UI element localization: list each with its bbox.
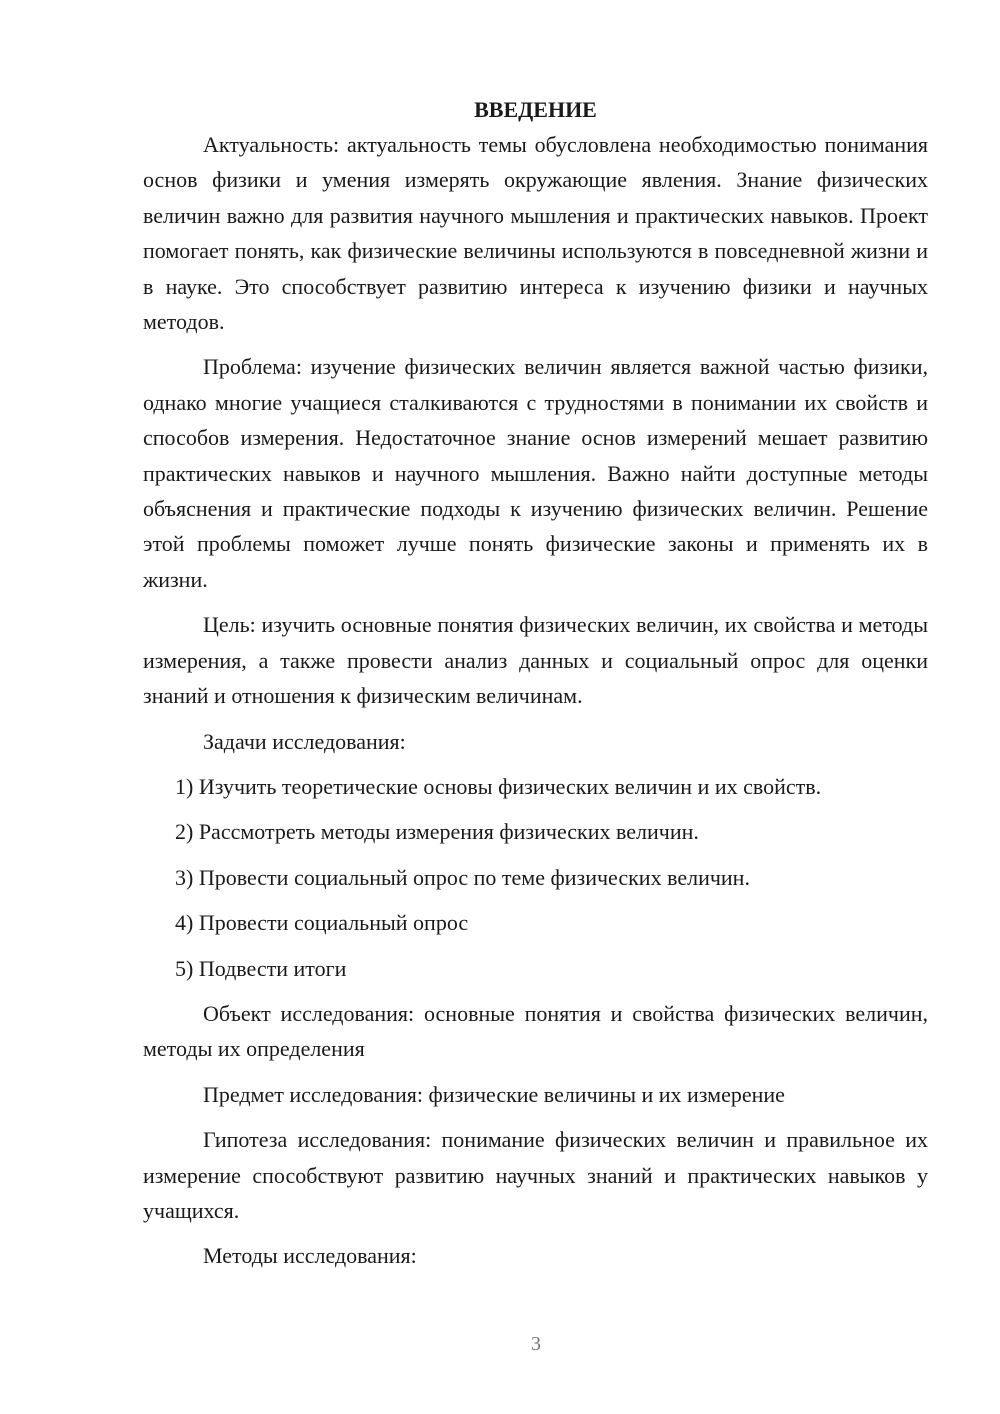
object-paragraph: Объект исследования: основные понятия и свойства физических величин, методы их определения [143, 1000, 928, 1062]
list-item: 5) Подвести итоги [175, 955, 347, 981]
list-item: 4) Провести социальный опрос [175, 910, 469, 936]
list-item: 3) Провести социальный опрос по теме физических величин. [175, 864, 750, 890]
hypothesis-paragraph: Гипотеза исследования: понимание физических величин и правильное их измерение способствуют развитию научных знаний и практических навыков у учащихся. [143, 1127, 928, 1223]
goal-paragraph: Цель: изучить основные понятия физических величин, их свойства и методы измерения, а также провести анализ данных и социальный опрос для оценки знаний и отношения к физическим величинам. [143, 612, 928, 709]
tasks-heading: Задачи исследования: [203, 728, 406, 754]
relevance-paragraph: Актуальность: актуальность темы обусловлена необходимостью понимания основ физики и умения измерять окружающие явления. Знание физических величин важно для развития научного мышления и практических навыков. Проект помогает понять, как физические величины используются в повседневной жизни и в науке. Это способствует развитию интереса к изучению физики и научных методов. [143, 132, 928, 335]
subject-paragraph: Предмет исследования: физические величины и их измерение [203, 1081, 785, 1107]
problem-paragraph: Проблема: изучение физических величин является важной частью физики, однако многие учащиеся сталкиваются с трудностями в понимании их свойств и способов измерения. Недостаточное знание основ измерений мешает развитию практических навыков и научного мышления. Важно найти доступные методы объяснения и практические подходы к изучению физических величин. Решение этой проблемы поможет лучше понять физические законы и применять их в жизни. [143, 354, 928, 592]
page-title: ВВЕДЕНИЕ [474, 97, 597, 122]
document-page [143, 93, 928, 1284]
tasks-list [143, 769, 928, 986]
list-item: 1) Изучить теоретические основы физических величин и их свойств. [175, 773, 822, 799]
list-item: 2) Рассмотреть методы измерения физических величин. [175, 819, 699, 845]
methods-heading: Методы исследования: [203, 1243, 417, 1269]
page-number: 3 [531, 1333, 541, 1355]
